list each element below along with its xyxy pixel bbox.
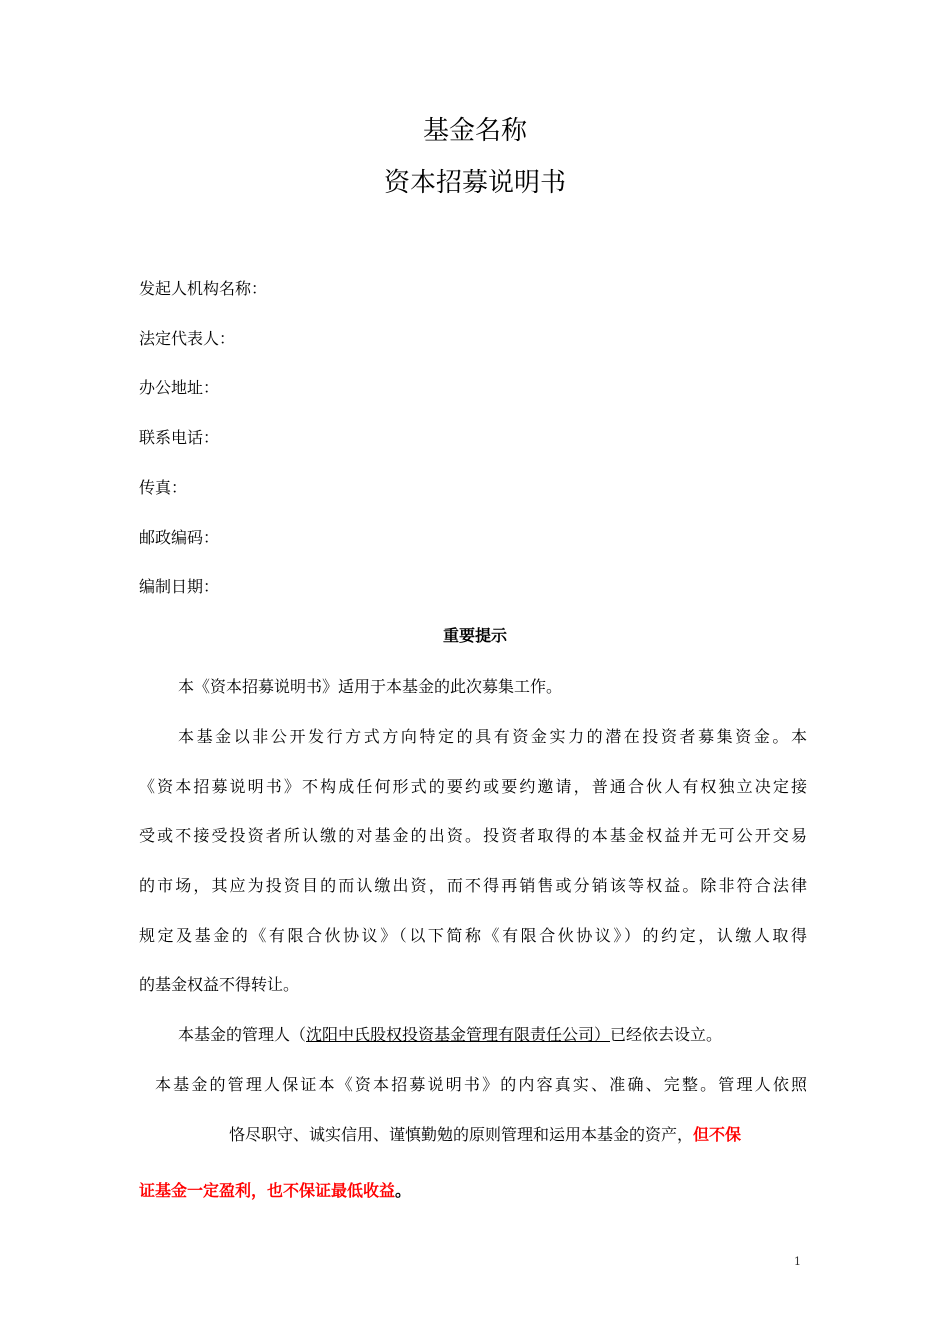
notice-paragraph-2-line: 的市场，其应为投资目的而认缴出资，而不得再销售或分销该等权益。除非符合法律 xyxy=(139,876,807,895)
manager-name: 沈阳中氏股权投资基金管理有限责任公司） xyxy=(306,1025,611,1044)
field-sponsor-name: 发起人机构名称： xyxy=(139,279,268,298)
field-legal-representative: 法定代表人： xyxy=(139,329,236,348)
page-number: 1 xyxy=(794,1255,801,1268)
notice-paragraph-2-line: 的基金权益不得转让。 xyxy=(139,975,300,994)
notice-paragraph-4-line1: 本基金的管理人保证本《资本招募说明书》的内容真实、准确、完整。管理人依照 xyxy=(155,1075,807,1094)
field-fax: 传真： xyxy=(139,478,188,497)
field-postal-code: 邮政编码： xyxy=(139,528,220,547)
notice-paragraph-4-line3 xyxy=(139,1181,411,1201)
notice-paragraph-3 xyxy=(178,1025,722,1045)
field-compile-date: 编制日期： xyxy=(139,577,220,596)
notice-paragraph-4-line2 xyxy=(229,1125,741,1145)
manager-duty-text: 恪尽职守、诚实信用、谨慎勤勉的原则管理和运用本基金的资产， xyxy=(229,1125,694,1144)
manager-suffix: 已经依去设立。 xyxy=(610,1025,723,1044)
manager-prefix: 本基金的管理人（ xyxy=(178,1025,307,1044)
notice-paragraph-2-line: 《资本招募说明书》不构成任何形式的要约或要约邀请，普通合伙人有权独立决定接 xyxy=(139,777,807,796)
important-notice-heading: 重要提示 xyxy=(442,626,507,645)
field-phone: 联系电话： xyxy=(139,428,220,447)
field-office-address: 办公地址： xyxy=(139,378,220,397)
notice-paragraph-2-line: 规定及基金的《有限合伙协议》（以下简称《有限合伙协议》）的约定，认缴人取得 xyxy=(139,926,807,945)
prospectus-title: 资本招募说明书 xyxy=(383,168,566,198)
disclaimer-text-end: 证基金一定盈利，也不保证最低收益 xyxy=(139,1181,396,1200)
disclaimer-period: 。 xyxy=(395,1181,412,1200)
disclaimer-text-start: 但不保 xyxy=(693,1125,742,1144)
notice-paragraph-2-line: 本基金以非公开发行方式方向特定的具有资金实力的潜在投资者募集资金。本 xyxy=(178,727,807,746)
notice-paragraph-2-line: 受或不接受投资者所认缴的对基金的出资。投资者取得的本基金权益并无可公开交易 xyxy=(139,826,807,845)
fund-name-title: 基金名称 xyxy=(422,116,527,146)
notice-paragraph-1: 本《资本招募说明书》适用于本基金的此次募集工作。 xyxy=(178,677,563,696)
